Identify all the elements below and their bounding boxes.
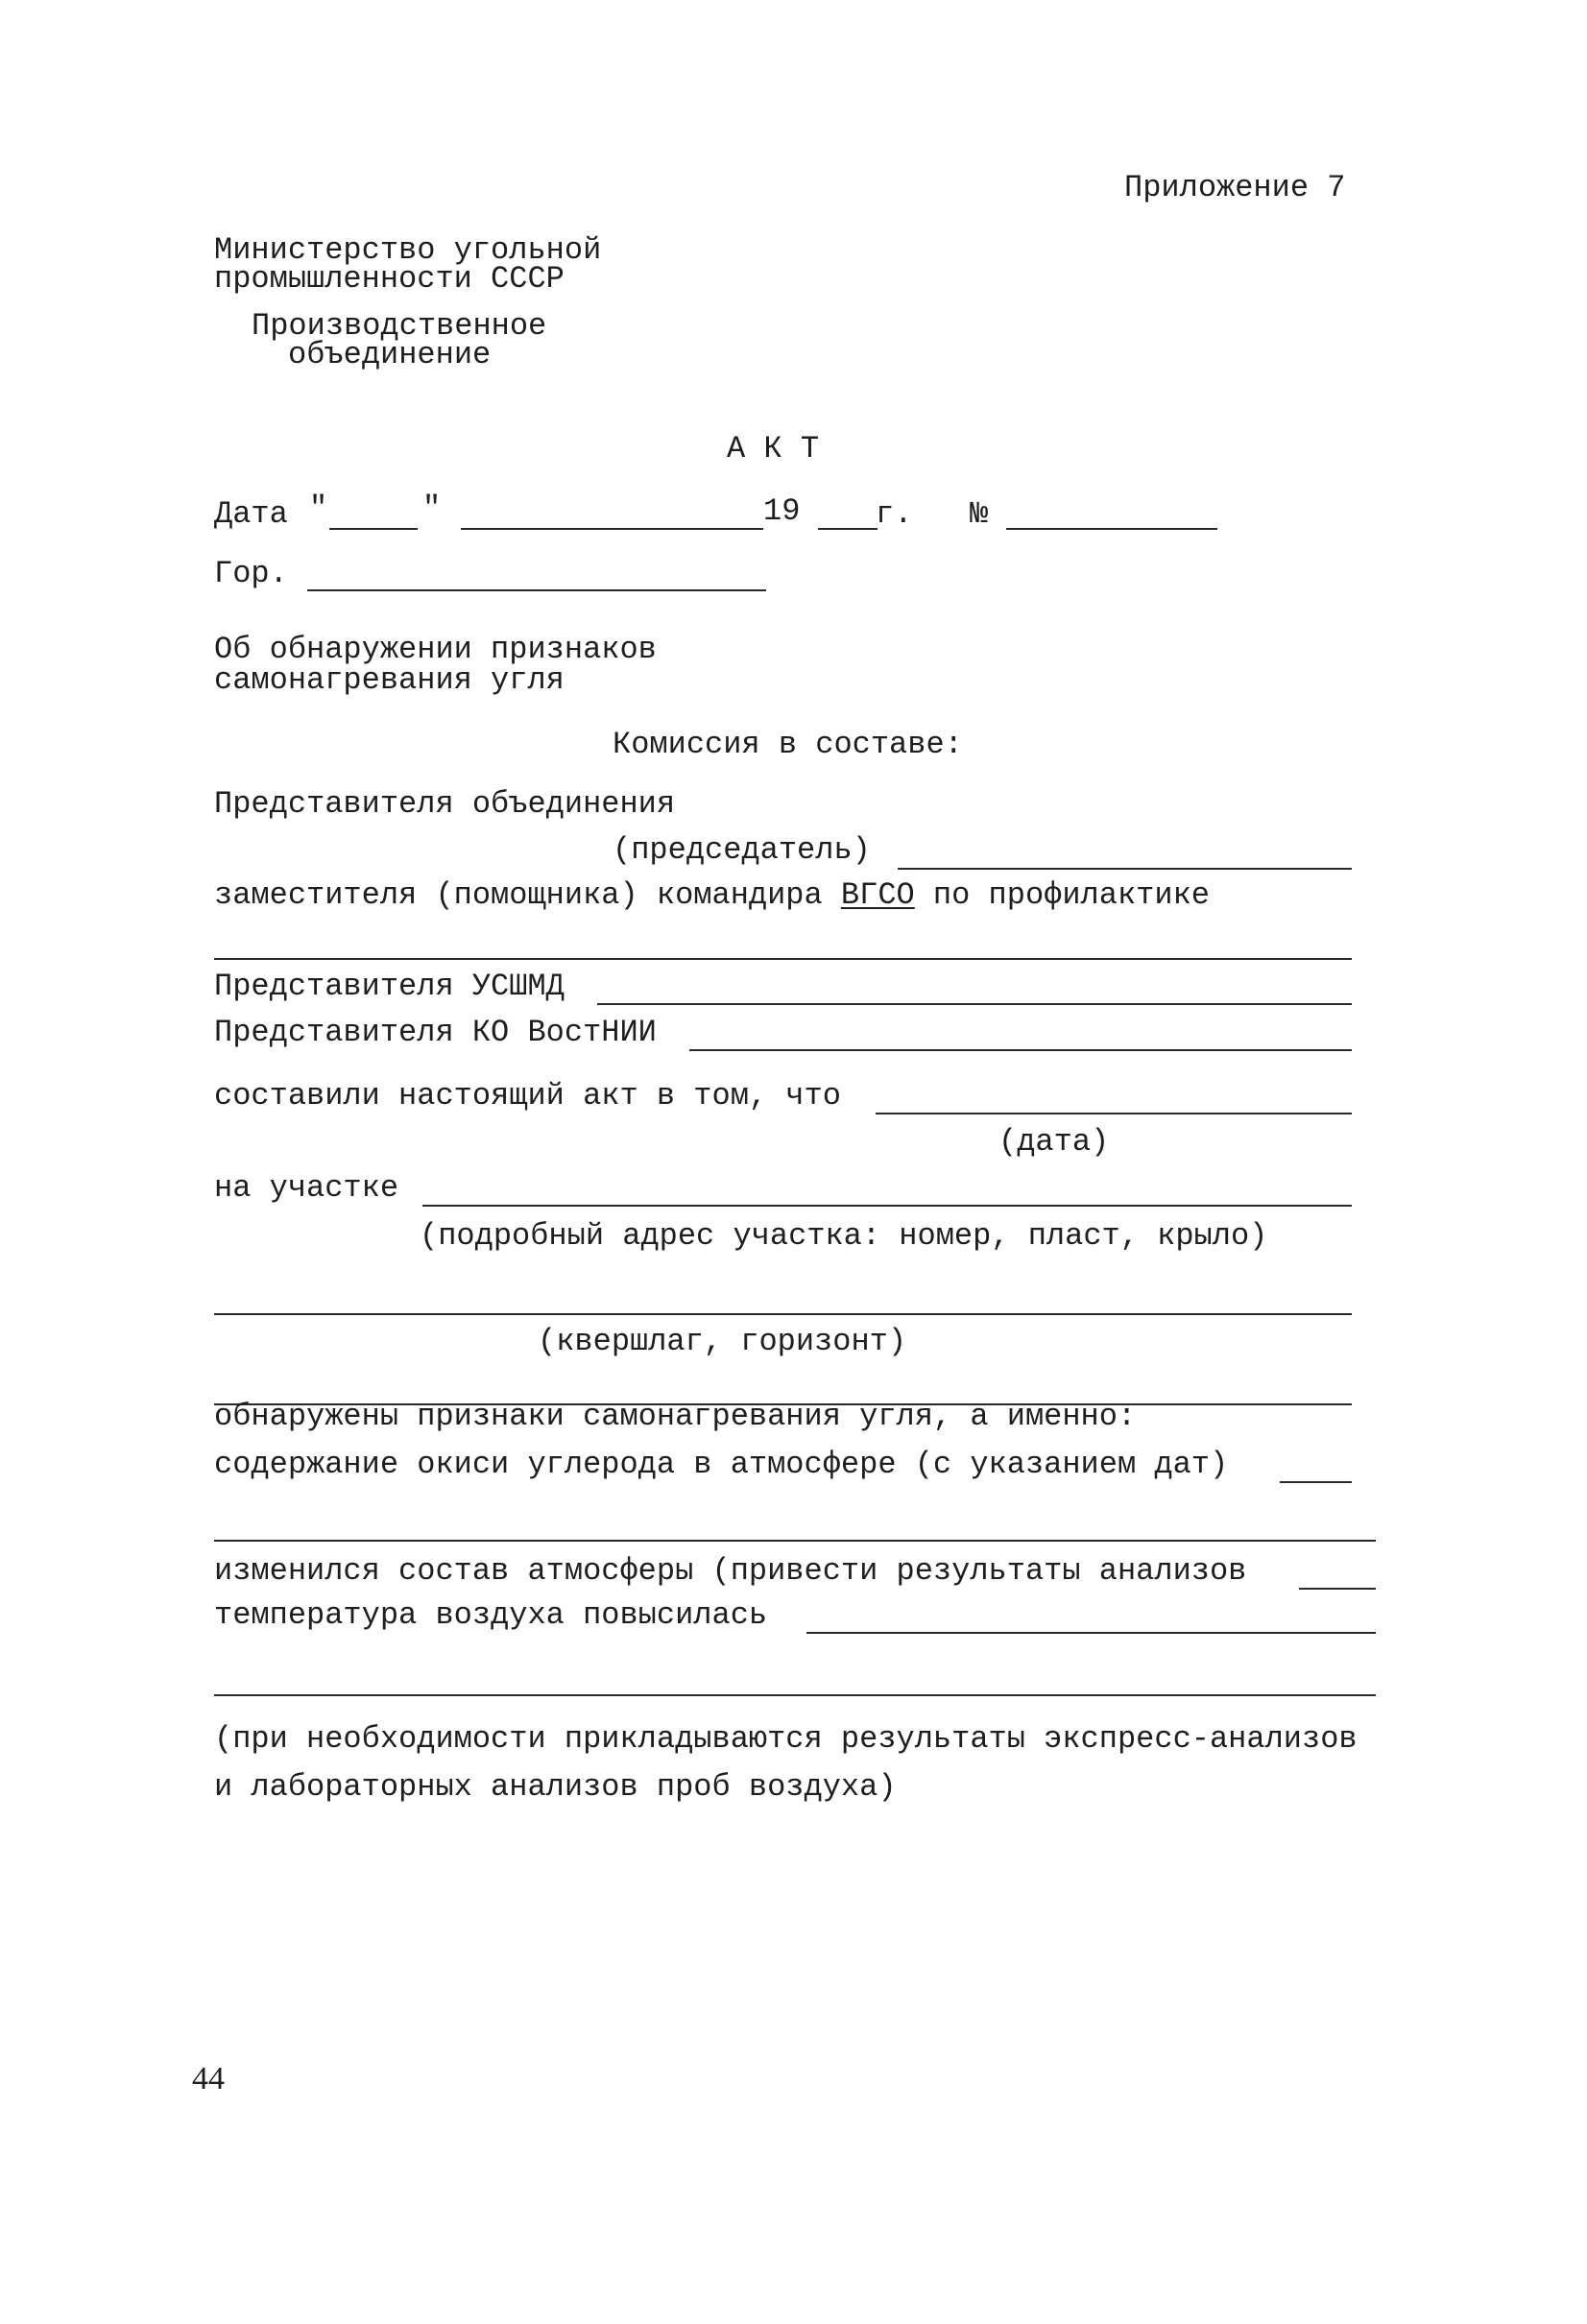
number-line	[1006, 528, 1217, 530]
signs-found-label: обнаружены признаки самонагревания угля, а именно:	[214, 1399, 1137, 1434]
deputy-prefix: заместителя (помощника) командира	[214, 877, 823, 913]
page-number: 44	[192, 2061, 225, 2096]
month-line	[461, 528, 763, 530]
co-content-label: содержание окиси углерода в атмосфере (с указанием дат)	[214, 1447, 1229, 1482]
subject-line-2: самонагревания угля	[214, 662, 565, 698]
vostnii-rep-label: Представителя КО ВостНИИ	[214, 1015, 657, 1050]
deputy-label	[214, 878, 1210, 913]
co-content-line-2	[214, 1540, 1376, 1542]
temperature-line	[806, 1632, 1376, 1634]
subject-line-1: Об обнаружении признаков	[214, 632, 657, 667]
atmosphere-line	[1299, 1588, 1376, 1590]
attach-note-line-2: и лабораторных анализов проб воздуха)	[214, 1769, 897, 1805]
date-note: (дата)	[998, 1124, 1110, 1160]
chairman-note: (председатель)	[613, 832, 871, 868]
org-line-2: объединение	[288, 337, 492, 372]
ministry-line-1: Министерство угольной	[214, 232, 602, 268]
year-line	[818, 528, 878, 530]
temperature-line-2	[214, 1694, 1376, 1696]
site-note: (подробный адрес участка: номер, пласт, крыло)	[420, 1218, 1268, 1254]
day-line	[329, 528, 418, 530]
co-content-line	[1280, 1481, 1352, 1483]
site-label: на участке	[214, 1170, 399, 1206]
crosscut-note: (квершлаг, горизонт)	[538, 1324, 907, 1359]
chairman-line	[898, 868, 1352, 870]
document-title: А К Т	[727, 431, 820, 467]
usshmd-rep-label: Представителя УСШМД	[214, 969, 565, 1004]
deputy-line	[214, 958, 1352, 960]
city-line	[307, 589, 766, 591]
vostnii-line	[689, 1049, 1352, 1051]
year-suffix: г.	[876, 496, 913, 532]
year-prefix: 19	[763, 493, 801, 529]
date-label: Дата	[214, 496, 288, 532]
commission-heading: Комиссия в составе:	[613, 727, 963, 762]
site-line	[422, 1205, 1352, 1207]
compiled-label: составили настоящий акт в том, что	[214, 1078, 841, 1114]
compiled-line	[876, 1113, 1352, 1114]
atmosphere-changed-label: изменился состав атмосферы (привести результаты анализов	[214, 1553, 1247, 1589]
association-rep-label: Представителя объединения	[214, 786, 676, 822]
org-line-1: Производственное	[252, 308, 547, 344]
usshmd-line	[597, 1003, 1352, 1005]
crosscut-line	[214, 1313, 1352, 1315]
ministry-line-2: промышленности СССР	[214, 261, 565, 297]
temperature-label: температура воздуха повысилась	[214, 1597, 768, 1633]
deputy-suffix: по профилактике	[932, 877, 1210, 913]
appendix-label: Приложение 7	[1124, 170, 1346, 205]
deputy-abbr: ВГСО	[840, 877, 915, 913]
attach-note-line-1: (при необходимости прикладываются результаты экспресс-анализов	[214, 1721, 1358, 1757]
city-label: Гор.	[214, 556, 288, 591]
number-sign: №	[970, 496, 989, 532]
date-quote-open: "	[309, 491, 328, 526]
date-quote-close: "	[422, 491, 442, 526]
